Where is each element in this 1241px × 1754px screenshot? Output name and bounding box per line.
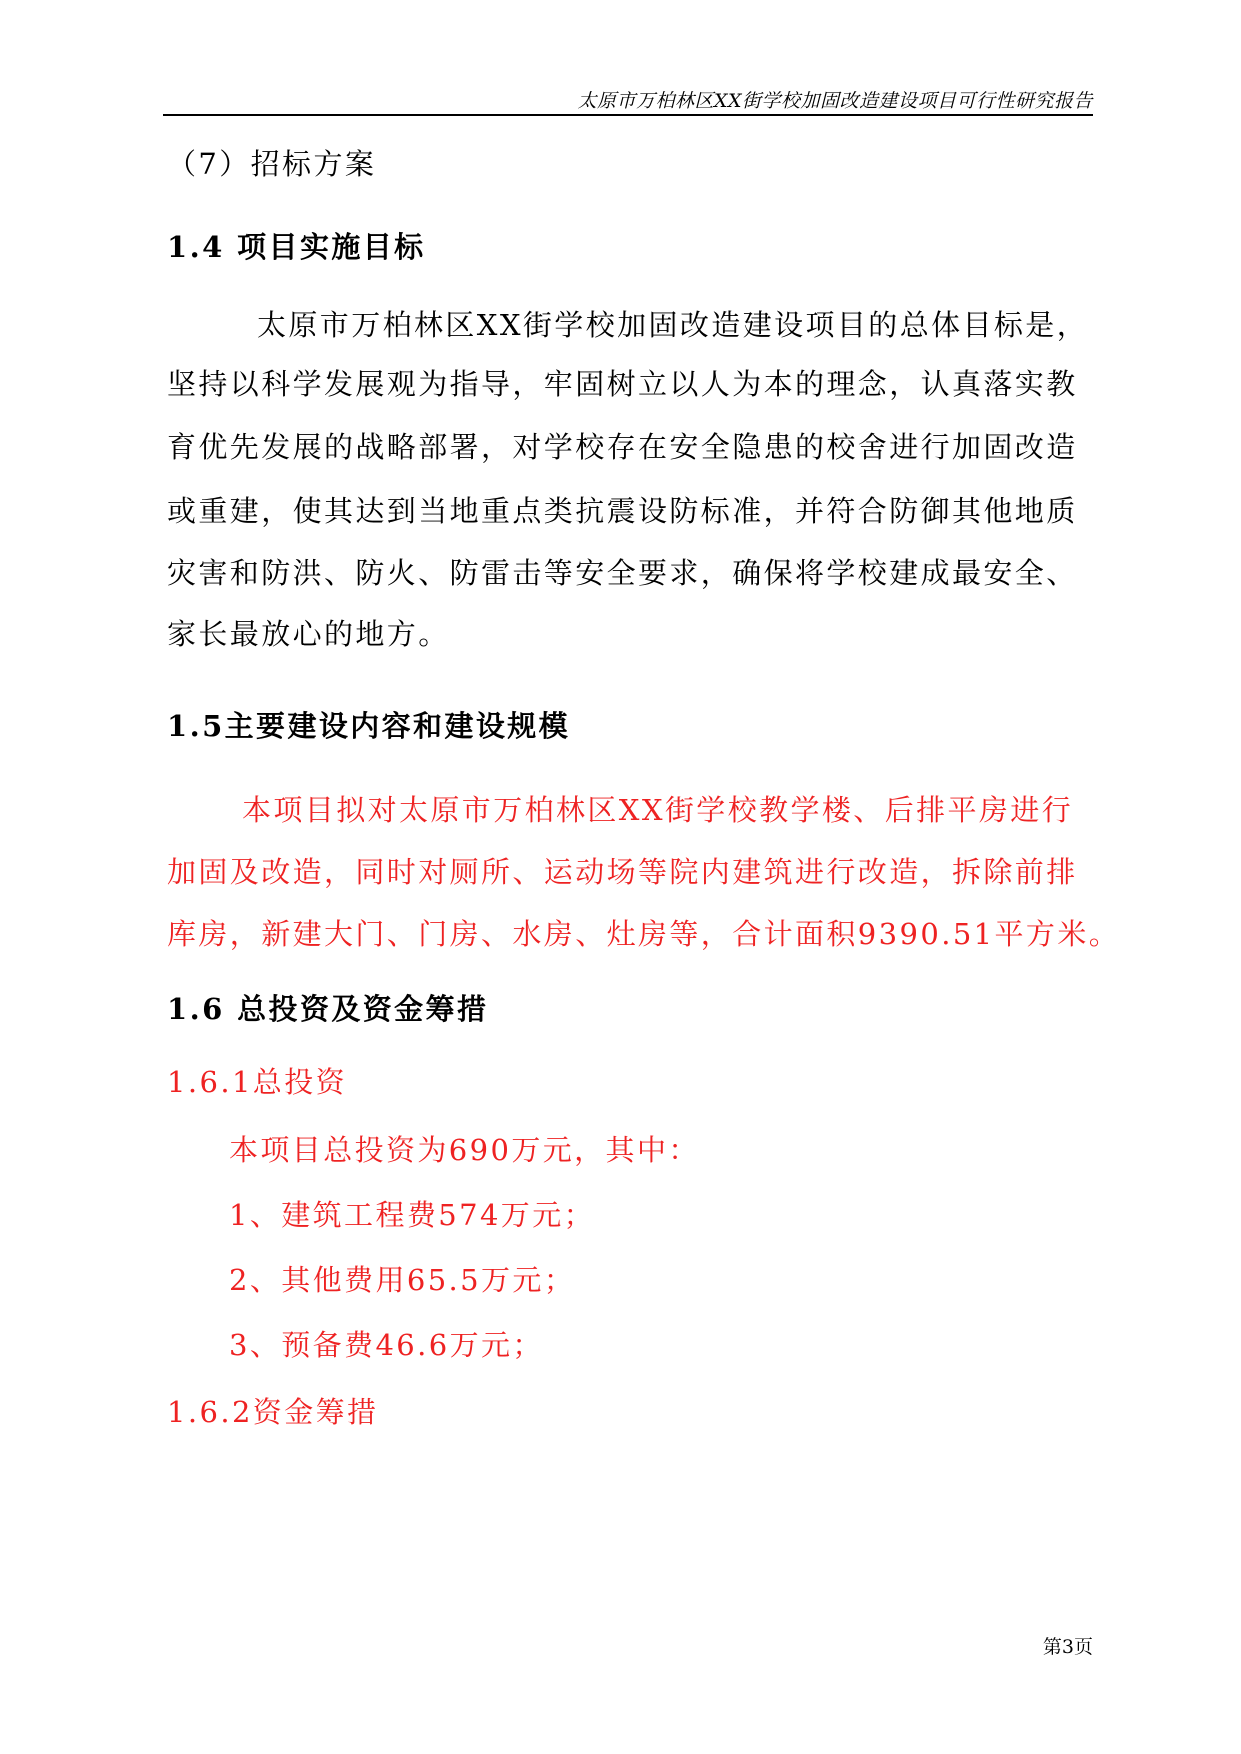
paragraph-line: 家长最放心的地方。: [167, 617, 450, 651]
paragraph-line: 育优先发展的战略部署，对学校存在安全隐患的校舍进行加固改造: [167, 430, 1078, 464]
paragraph-line: 坚持以科学发展观为指导，牢固树立以人为本的理念，认真落实教: [167, 367, 1078, 401]
section-heading-1-5: 1.5主要建设内容和建设规模: [167, 709, 571, 743]
list-item-other-cost: 2、其他费用65.5万元；: [229, 1263, 576, 1297]
paragraph-line-red: 本项目拟对太原市万柏林区XX街学校教学楼、后排平房进行: [242, 793, 1074, 827]
subsection-heading-1-6-2: 1.6.2资金筹措: [167, 1395, 379, 1429]
paragraph-line: 或重建，使其达到当地重点类抗震设防标准，并符合防御其他地质: [167, 494, 1078, 528]
list-item-reserve-cost: 3、预备费46.6万元；: [229, 1328, 544, 1362]
section-heading-1-4: 1.4 项目实施目标: [167, 230, 426, 264]
paragraph-line: 灾害和防洪、防火、防雷击等安全要求，确保将学校建成最安全、: [167, 556, 1078, 590]
subsection-heading-1-6-1: 1.6.1总投资: [167, 1065, 347, 1099]
paragraph-line-red: 加固及改造，同时对厕所、运动场等院内建筑进行改造，拆除前排: [167, 855, 1078, 889]
paragraph-line-red: 本项目总投资为690万元，其中：: [229, 1133, 700, 1167]
page-number: 第3页: [1042, 1636, 1093, 1658]
header-rule: [163, 114, 1093, 116]
paragraph-line: 太原市万柏林区XX街学校加固改造建设项目的总体目标是，: [257, 308, 1089, 342]
paragraph-line-red: 库房，新建大门、门房、水房、灶房等，合计面积9390.51平方米。: [167, 917, 1121, 951]
running-header-title: 太原市万柏林区XX街学校加固改造建设项目可行性研究报告: [577, 90, 1093, 112]
list-item-bidding-plan: （7）招标方案: [167, 147, 377, 181]
section-heading-1-6: 1.6 总投资及资金筹措: [167, 992, 489, 1026]
list-item-construction-cost: 1、建筑工程费574万元；: [229, 1198, 596, 1232]
